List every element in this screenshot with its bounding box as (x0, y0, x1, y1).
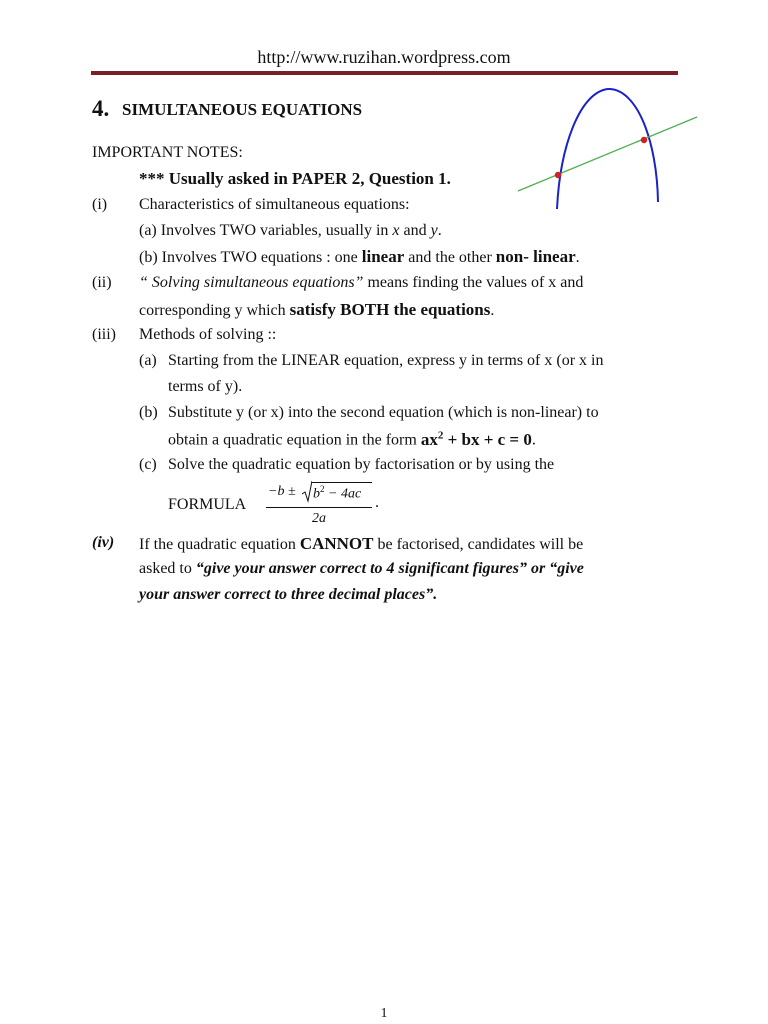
item-i-a-y: y (430, 222, 438, 239)
item-i-a-x: x (392, 222, 400, 239)
item-iii-a-line1: Starting from the LINEAR equation, express y in terms of x (or x in (168, 352, 604, 369)
item-i-text: Characteristics of simultaneous equations: (139, 196, 410, 213)
item-i-b-pre: (b) Involves TWO equations : one (139, 249, 362, 266)
item-iv-line1 (139, 534, 583, 554)
formula-end: . (375, 494, 379, 511)
item-iv-pre: If the quadratic equation (139, 536, 300, 553)
item-iv-line2-bi: “give your answer correct to 4 significant figures” or “give (195, 560, 584, 577)
fraction-bar (266, 507, 372, 508)
item-i-b-mid: and the other (404, 249, 496, 266)
numerator-pre: −b ± (268, 484, 296, 499)
item-iii-c-line1: Solve the quadratic equation by factorisation or by using the (168, 456, 555, 473)
header-rule (91, 71, 678, 75)
item-iv-label: (iv) (92, 534, 115, 551)
header-url: http://www.ruzihan.wordpress.com (257, 47, 511, 67)
straight-line (518, 117, 697, 191)
item-iii-text: Methods of solving :: (139, 326, 277, 343)
item-ii-text1: means finding the values of x and (363, 274, 584, 291)
item-i-a-and: and (399, 222, 431, 239)
item-i-b (139, 247, 580, 267)
item-i-b-end: . (575, 249, 580, 266)
radicand-b: b (313, 486, 320, 502)
item-iii-b-line2 (168, 429, 536, 450)
item-i-b-nonlinear: non- linear (495, 247, 576, 266)
paper-note: *** Usually asked in PAPER 2, Question 1. (139, 169, 451, 188)
item-ii-bold: satisfy BOTH the equations (289, 300, 491, 319)
item-iii-b-end: . (531, 431, 536, 449)
item-iii-a-label: (a) (139, 352, 157, 369)
item-iii-label: (iii) (92, 326, 116, 343)
radicand (313, 484, 361, 503)
item-ii-label: (ii) (92, 274, 112, 291)
item-ii-text2: corresponding y which (139, 302, 290, 319)
sqrt-radical-icon (302, 481, 312, 503)
item-ii-end: . (490, 302, 495, 319)
quadratic-rest: + bx + c = 0 (443, 429, 532, 449)
item-iv-cannot: CANNOT (299, 534, 374, 553)
formula-numerator (266, 481, 374, 505)
item-iii-a-line2: terms of y). (168, 378, 243, 395)
quadratic-ax: ax (420, 429, 438, 449)
notes-heading: IMPORTANT NOTES: (92, 144, 243, 161)
item-i-label: (i) (92, 196, 108, 213)
item-iv-post: be factorised, candidates will be (373, 536, 584, 553)
formula-denominator: 2a (312, 511, 326, 526)
radicand-sup: 2 (320, 484, 325, 494)
item-i-a-pre: (a) Involves TWO variables, usually in (139, 222, 393, 239)
item-ii-quote: “ Solving simultaneous equations” (139, 274, 364, 291)
item-iv-line2 (139, 560, 584, 578)
parabola-line-diagram (515, 86, 701, 216)
item-i-b-linear: linear (361, 247, 405, 266)
item-ii-line2 (139, 300, 494, 320)
item-iii-c-label: (c) (139, 456, 157, 473)
item-ii-line1 (139, 274, 583, 292)
intersection-point-right (641, 137, 647, 143)
item-iii-b-line2-text: obtain a quadratic equation in the form (168, 431, 421, 449)
item-i-a (139, 222, 442, 240)
item-iv-line2-pre: asked to (139, 560, 196, 577)
item-iii-b-line1: Substitute y (or x) into the second equation (which is non-linear) to (168, 404, 599, 421)
formula-label: FORMULA (168, 496, 247, 513)
quadratic-sup: 2 (437, 429, 444, 441)
chapter-title: SIMULTANEOUS EQUATIONS (122, 100, 363, 119)
page-number: 1 (380, 1006, 388, 1021)
item-i-a-end: . (437, 222, 442, 239)
sqrt-vinculum (312, 482, 372, 483)
item-iii-b-label: (b) (139, 404, 158, 421)
chapter-number: 4. (92, 96, 110, 121)
radicand-rest: − 4ac (324, 486, 362, 502)
intersection-point-left (555, 172, 561, 178)
item-iv-line3: your answer correct to three decimal places”. (139, 586, 438, 603)
quadratic-form (421, 430, 532, 449)
parabola-curve (557, 89, 658, 209)
